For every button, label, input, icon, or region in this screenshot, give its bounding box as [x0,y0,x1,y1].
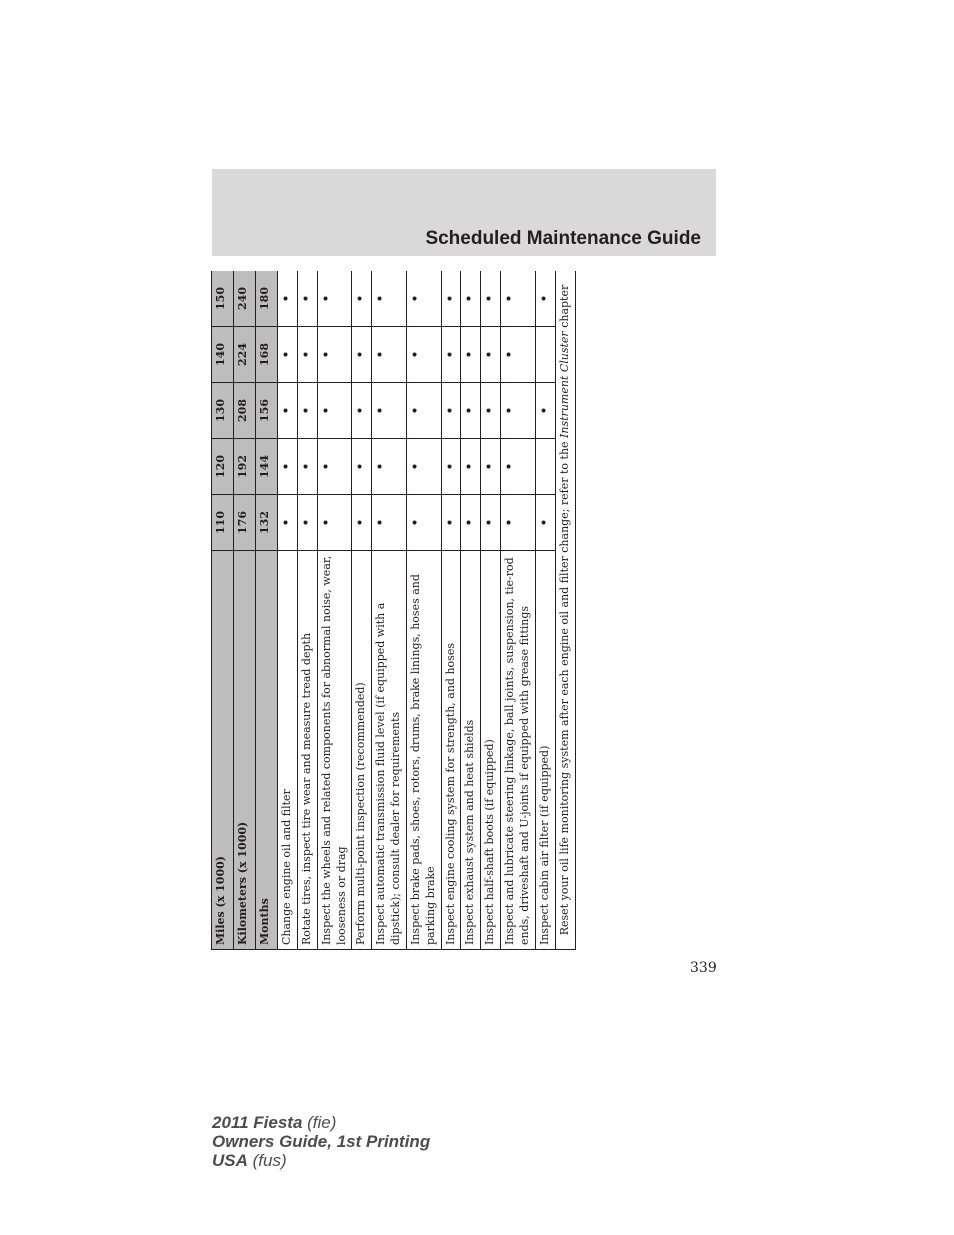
note-text: Reset your oil life monitoring system after each engine oil and filter change; refer to the [557,437,571,936]
header-value: 176 [234,495,256,551]
task-label: Inspect the wheels and related components for abnormal noise, wear, looseness or drag [317,551,352,950]
schedule-mark: • [535,495,555,551]
schedule-mark: • [461,271,481,327]
schedule-mark: • [317,327,352,383]
task-label: Inspect and lubricate steering linkage, ball joints, suspension, tie-rod ends, driveshaft and U-joints if equipped with grease fittings [501,551,536,950]
header-value: 110 [212,495,234,551]
maintenance-schedule-table [211,271,576,950]
schedule-mark: • [441,327,461,383]
header-value: 150 [212,271,234,327]
task-label: Rotate tires, inspect tire wear and measure tread depth [297,551,317,950]
schedule-mark: • [501,495,536,551]
schedule-mark: • [352,495,372,551]
footer-model: 2011 Fiesta [212,1113,303,1132]
schedule-mark: • [501,439,536,495]
schedule-mark: • [278,495,298,551]
section-header-band [212,169,716,256]
footer-market-code: (fus) [247,1151,287,1170]
schedule-mark: • [406,327,441,383]
schedule-mark: • [352,271,372,327]
schedule-mark: • [501,271,536,327]
schedule-mark: • [461,495,481,551]
schedule-mark: • [297,327,317,383]
schedule-mark: • [461,383,481,439]
task-label: Inspect engine cooling system for strength, and hoses [441,551,461,950]
task-label: Inspect cabin air filter (if equipped) [535,551,555,950]
schedule-mark: • [297,495,317,551]
header-value: 224 [234,327,256,383]
header-value: 168 [256,327,278,383]
header-value: 180 [256,271,278,327]
table-row [406,271,441,950]
page-number: 339 [690,960,717,976]
header-row-miles [212,271,234,950]
task-label: Perform multi-point inspection (recommended) [352,551,372,950]
schedule-mark: • [406,383,441,439]
schedule-mark: • [535,383,555,439]
header-value: 140 [212,327,234,383]
schedule-mark: • [317,271,352,327]
task-label: Inspect brake pads, shoes, rotors, drums, brake linings, hoses and parking brake [406,551,441,950]
header-value: 156 [256,383,278,439]
schedule-mark: • [481,383,501,439]
header-row-months [256,271,278,950]
header-value: 144 [256,439,278,495]
document-footer [212,1113,430,1170]
note-chapter-reference: Instrument Cluster [557,331,571,438]
footer-line-market [212,1151,430,1170]
rotated-table-container [211,271,587,950]
table-body [212,271,576,950]
schedule-mark: • [278,383,298,439]
schedule-mark: • [352,383,372,439]
table-row [441,271,461,950]
header-label: Miles (x 1000) [212,551,234,950]
header-value: 132 [256,495,278,551]
schedule-mark [535,439,555,495]
schedule-mark: • [441,495,461,551]
schedule-mark: • [372,383,407,439]
header-value: 240 [234,271,256,327]
schedule-mark: • [352,327,372,383]
schedule-mark: • [535,271,555,327]
schedule-mark: • [317,495,352,551]
schedule-mark: • [441,383,461,439]
schedule-mark: • [317,383,352,439]
table-row [481,271,501,950]
schedule-mark: • [441,271,461,327]
header-value: 192 [234,439,256,495]
footer-line-edition: Owners Guide, 1st Printing [212,1132,431,1151]
schedule-mark: • [501,383,536,439]
table-row [297,271,317,950]
schedule-mark: • [297,439,317,495]
schedule-mark: • [406,439,441,495]
table-row [372,271,407,950]
header-value: 130 [212,383,234,439]
header-label: Kilometers (x 1000) [234,551,256,950]
oil-life-reset-note [555,271,575,950]
header-label: Months [256,551,278,950]
header-value: 120 [212,439,234,495]
schedule-mark: • [481,271,501,327]
table-row [501,271,536,950]
table-row [535,271,555,950]
schedule-mark: • [278,327,298,383]
schedule-mark: • [372,327,407,383]
task-label: Inspect exhaust system and heat shields [461,551,481,950]
table-row [317,271,352,950]
schedule-mark: • [372,495,407,551]
header-value: 208 [234,383,256,439]
section-title: Scheduled Maintenance Guide [425,228,701,249]
schedule-mark: • [461,439,481,495]
table-row [278,271,298,950]
task-label: Inspect automatic transmission fluid level (if equipped with a dipstick); consult dealer for requirements [372,551,407,950]
schedule-mark [535,327,555,383]
schedule-mark: • [481,495,501,551]
task-label: Change engine oil and filter [278,551,298,950]
schedule-mark: • [372,439,407,495]
maintenance-table-area [211,271,587,950]
schedule-mark: • [406,495,441,551]
schedule-mark: • [461,327,481,383]
schedule-mark: • [278,271,298,327]
schedule-mark: • [278,439,298,495]
schedule-mark: • [317,439,352,495]
schedule-mark: • [297,271,317,327]
schedule-mark: • [406,271,441,327]
schedule-mark: • [481,327,501,383]
table-note-row [555,271,575,950]
task-label: Inspect half-shaft boots (if equipped) [481,551,501,950]
footer-line-model [212,1113,430,1132]
schedule-mark: • [297,383,317,439]
footer-market: USA [212,1151,248,1170]
schedule-mark: • [372,271,407,327]
schedule-mark: • [501,327,536,383]
table-row [461,271,481,950]
header-row-kilometers [234,271,256,950]
note-text-end: chapter [557,284,571,332]
schedule-mark: • [352,439,372,495]
schedule-mark: • [441,439,461,495]
schedule-mark: • [481,439,501,495]
table-row [352,271,372,950]
footer-model-code: (fie) [302,1113,337,1132]
